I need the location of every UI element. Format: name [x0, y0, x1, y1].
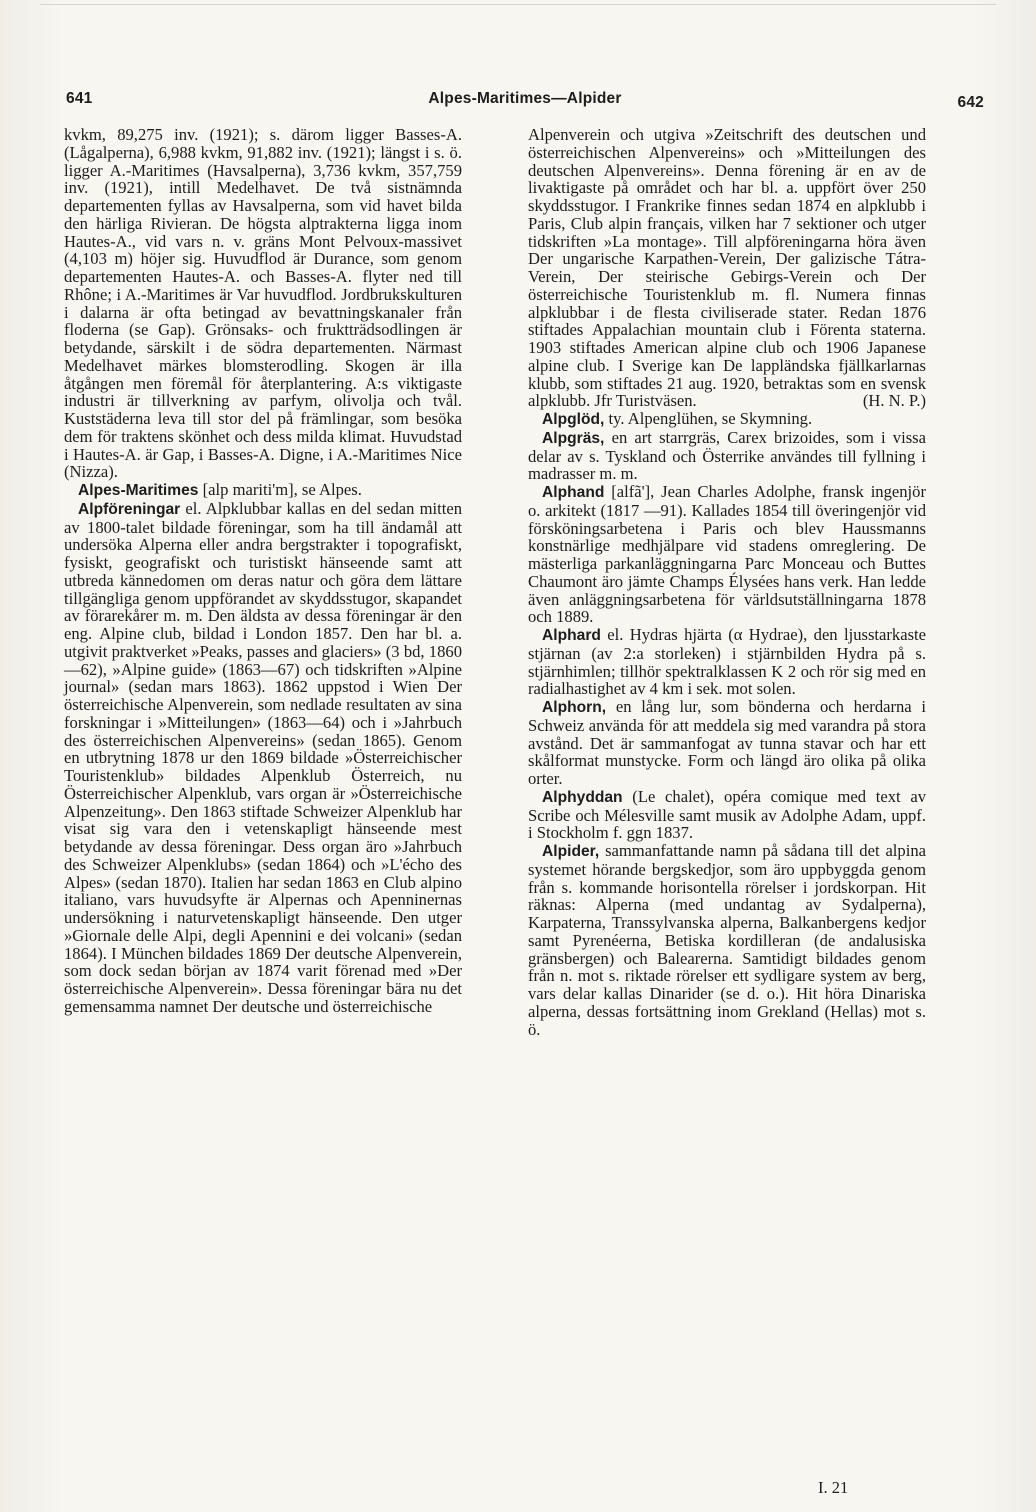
headword: Alpes-Maritimes	[78, 482, 199, 499]
entry-alphard	[528, 626, 926, 698]
author-signature: (H. N. P.)	[862, 391, 926, 411]
entry-alpforeningar	[64, 500, 462, 1016]
entry-alpglod	[528, 410, 926, 429]
entry-text: (Le chalet), opéra comique med text av Scribe och Mélesville samt musik av Adolphe Adam, uppf. i Stockholm f. ggn 1837.	[528, 786, 926, 843]
entry-text: ty. Alpenglühen, se Skymning.	[608, 409, 813, 428]
headword: Alpider,	[542, 843, 600, 860]
entry-text: en lång lur, som bönderna och herdarna i Schweiz använda för att meddela sig med varandra på stora avstånd. Det är sammanfogat av tunna stavar och har ett skålformat munstycke. Form och längd äro olika på olika orter.	[528, 697, 926, 788]
entry-alpgras	[528, 429, 926, 483]
headword: Alpglöd,	[542, 411, 605, 428]
entry-text: Alpenverein och utgiva »Zeitschrift des deutschen und österreichischen Alpenvereins» och »Mitteilungen des deutschen Alpenvereins». Denna förening är en av de livaktigaste på området och har bl. a. uppfört över 250 skyddsstugor. I Frankrike finnes sedan 1874 en alpklubb i Paris, Club alpin français, vilken har 7 sektioner och utger tidskriften »La montage». Till alpföreningarna höra även Der ungarische Karpathen-Verein, Der galizische Tátra-Verein, Der steirische Gebirgs-Verein och Der österreichische Touristenklub m. fl. Numera finnas alpklubbar i de flesta civiliserade stater. Redan 1876 stiftades Appalachian mountain club i Förenta staterna. 1903 stiftades American alpine club och 1906 Japanese alpine club. I Sverige kan De lappländska fjällkarlarnas klubb, som stiftades 21 aug. 1920, betraktas som en svensk alpklubb. Jfr Turistväsen.	[528, 125, 926, 411]
running-title: Alpes-Maritimes—Alpider	[428, 90, 622, 107]
top-edge-line	[40, 4, 996, 5]
entry-text: [alp mariti'm], se Alpes.	[202, 480, 362, 499]
entry-alphorn	[528, 698, 926, 788]
right-column	[528, 126, 926, 1038]
entry-text: en art starrgräs, Carex brizoides, som i vissa delar av s. Tyskland och Österrike användes till fyllning i madrasser m. m.	[528, 427, 926, 484]
headword: Alphand	[542, 484, 605, 501]
continued-entry-text	[528, 126, 926, 410]
entry-text: el. Alpklubbar kallas en del sedan mitten av 1800-talet bildade föreningar, som ha till ändamål att undersöka Alperna eller andra bergstrakter i topografiskt, fysiskt, geografiskt och turistiskt hänseende samt att utbreda kännedomen om deras natur och göra dem lättare tillgängliga genom uppförandet av skyddsstugor, skapandet av förarekårer m. m. Den äldsta av dessa föreningar är den eng. Alpine club, bildad i London 1857. Den har bl. a. utgivit praktverket »Peaks, passes and glaciers» (3 bd, 1860—62), »Alpine guide» (1863—67) och tidskriften »Alpine journal» (sedan mars 1863). 1862 uppstod i Wien Der österreichische Alpenverein, som nedlade resultaten av sina forskningar i »Mitteilungen» (1863—64) och i »Jahrbuch des österreichischen Alpenvereins» (sedan 1865). Genom en utbrytning 1878 ur den 1869 bildade »Österreichischer Touristenklub» bildades Alpenklub Österreich, nu Österreichischer Alpenklub, vars organ är »Österreichische Alpenzeitung». Den 1863 stiftade Schweizer Alpenklub har visat sig vara den i vetenskapligt hänseende mest betydande av dessa föreningar. Dess organ äro »Jahrbuch des Schweizer Alpenklubs» (sedan 1864) och »L'écho des Alpes» (sedan 1870). Italien har sedan 1863 en Club alpino italiano, vars huvudsyfte är Alpernas och Apenninernas undersökning i naturvetenskapligt hänseende. Den utger »Giornale delle Alpi, degli Apennini e dei volcani» (sedan 1864). I München bildades 1869 Der deutsche Alpenverein, som dock sedan början av 1874 varit förenad med »Der österreichische Alpenverein». Dessa föreningar bära nu det gemensamma namnet Der deutsche und österreichische	[64, 498, 462, 1016]
headword: Alphorn,	[542, 699, 607, 716]
headword: Alpgräs,	[542, 429, 605, 447]
entry-text: el. Hydras hjärta (α Hydrae), den ljusstarkaste stjärnan (av 2:a storleken) i stjärnbilden Hydra på s. stjärnhimlen; tillhör spektralklassen K 2 och rör sig med en radialhastighet av 4 km i sek. mot solen.	[528, 625, 926, 699]
headword: Alphyddan	[542, 788, 623, 806]
headword: Alphard	[542, 627, 601, 644]
signature-mark: I. 21	[818, 1478, 849, 1497]
entry-alpes-maritimes	[64, 481, 462, 500]
entry-text: sammanfattande namn på sådana till det alpina systemet hörande bergskedjor, som äro uppbyggda genom från s. kommande horisontella rörelser i jordskorpan. Hit räknas: Alperna (med undantag av Sydalperna), Karpaterna, Transsylvanska alperna, Balkanbergens kedjor samt Pyrenéerna, Betiska kordilleran (de andalusiska gränsbergen) och Balearerna. Samtidigt bildades genom från n. mot s. riktade rörelser ett sydligare system av berg, vars delar kallas Dinarider (se d. o.). Hit höra Dinariska alperna, dessas fortsättning inom Grekland (Hellas) mot s. ö.	[528, 841, 926, 1039]
entry-alpider	[528, 842, 926, 1038]
entry-alphyddan	[528, 788, 926, 842]
headword: Alpföreningar	[78, 500, 181, 518]
page-number-right: 642	[957, 94, 984, 111]
continued-entry-text: kvkm, 89,275 inv. (1921); s. därom ligger Basses-A. (Lågalperna), 6,988 kvkm, 91,882 inv. (1921); längst i s. ö. ligger A.-Maritimes (Havsalperna), 3,736 kvkm, 357,759 inv. (1921), intill Medelhavet. De två sistnämnda departementen fyllas av Havsalperna, som vid havet bilda den härliga Rivieran. De högsta alptrakterna ligga inom Hautes-A., vid vars n. v. gräns Mont Pelvoux-massivet (4,103 m) höjer sig. Huvudflod är Durance, som genom departementen Hautes-A. och Basses-A. flyter ned till Rhône; i A.-Maritimes är Var huvudflod. Jordbrukskulturen i dalarna är ofta betingad av bevattningskanaler från floderna (se Gap). Grönsaks- och fruktträdsodlingen är betydande, särskilt i de södra departementen. Närmast Medelhavet märkes blomsterodling. Skogen är illa åtgången men föremål för återplantering. A:s viktigaste industri är tillverkning av parfym, olivolja och tvål. Kuststäderna leva till stor del på främlingar, som besöka dem för traktens skönhet och dess milda klimat. Huvudstad i Hautes-A. är Gap, i Basses-A. Digne, i A.-Maritimes Nice (Nizza).	[64, 125, 462, 482]
page-number-left: 641	[66, 90, 93, 107]
entry-text: [alfã'], Jean Charles Adolphe, fransk ingenjör o. arkitekt (1817 —91). Kallades 1854 till överingenjör vid försköningsarbetena i Paris och blev Haussmanns konstnärlige medhjälpare vid stadens omreglering. De mästerliga parkanläggningarna Parc Monceau och Buttes Chaumont äro jämte Champs Élysées hans verk. Han ledde även anläggningsarbetena för världsutställningarna 1878 och 1889.	[528, 482, 926, 627]
left-column	[64, 126, 462, 1016]
running-header	[66, 90, 984, 112]
entry-alphand	[528, 483, 926, 626]
